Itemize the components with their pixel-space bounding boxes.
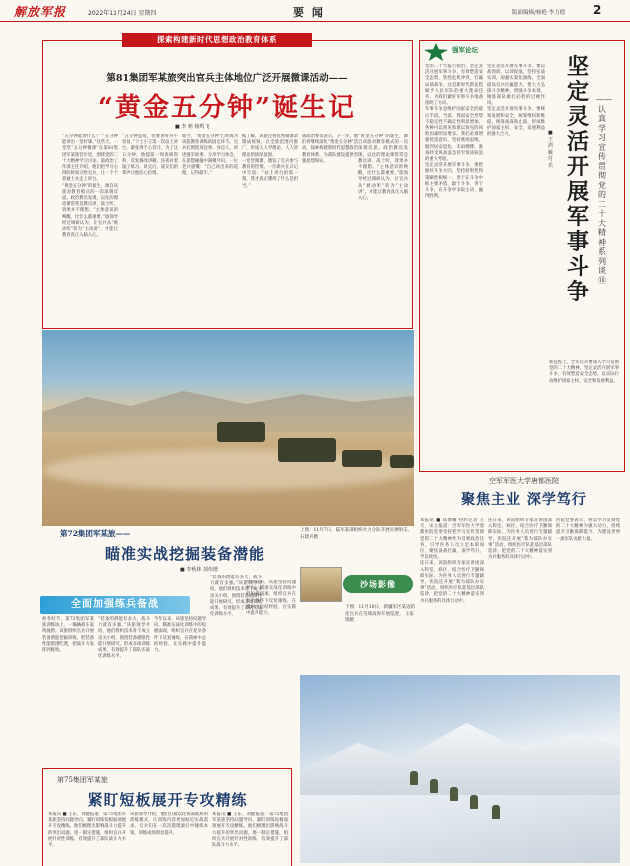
bottom-story-paragraph: 本报讯 ■ 王东、刘健报道：第75集团军某旅坚持问题导向，紧盯训练短板弱项展开专攻精练。他们梳理出影响战斗力提升的突出问题，逐一制定措施，组织官兵开展针对性训练，有效提升了部队战斗力水平。 <box>212 812 288 849</box>
commentary-paragraph: 坚定灵活开展军事斗争，要把握好斗争方向，坚持原则性和策略性相统一，善于在斗争中抓主要矛盾，敢于斗争、善于斗争，在斗争中争取主动、赢得胜利。 <box>425 163 483 200</box>
main-story-paragraph: 一堂堂微课，激发了官兵参与教育的热情。一位新兵在日记中写道：“站上讲台的那一刻，我才真正懂得了什么是担当。” <box>242 158 298 189</box>
lens-badge: 沙场影像 <box>343 575 413 593</box>
snow-patrol-photo <box>300 675 620 863</box>
armored-vehicle <box>390 455 414 468</box>
bottom-story-paragraph: 该旅领导介绍，他们打破以往按部就班的训练模式，让训练内容更加贴近实战需求。官兵们在一次次摸爬滚打中锤炼本领，训练成绩明显提升。 <box>130 812 208 836</box>
patrol-soldier <box>450 787 458 801</box>
main-story-column-6 <box>358 134 408 324</box>
left-story-byline: ■ 李秋林 刘伟增 <box>180 567 218 573</box>
main-story-paragraph: “黄金五分钟”的诞生，源自该旅对教育模式的一次深刻反思。政治教员发现，以往的理论课常常是教员讲、战士听，效果并不理想。“主体意识的唤醒，比什么都重要。”旅领导经过调研认为，让官兵从“被动听”转为“主动讲”，才能让教育真正入脑入心。 <box>358 134 408 202</box>
commentary-column-3 <box>549 360 619 468</box>
photo-snow-ridge <box>300 715 620 795</box>
commentary-title: 坚定灵活开展军事斗争 <box>566 54 589 305</box>
left-story-paragraph: 初冬时节，第72集团军某旅训练场上，一辆辆战车轰鸣驰骋。该旅组织官兵开展装备潜能挖掘训练，把装备性能摸透吃透，把战斗力发挥到极致。 <box>42 617 94 654</box>
bottom-story-column-1 <box>48 812 126 864</box>
commentary-paragraph: 党的二十大报告指出，坚定灵活开展军事斗争，有效塑造安全态势，管控危机冲突，打赢局部战争。这是新时代新征程赋予人民军队的重大使命任务，为我们做好军事斗争准备指明了方向。 <box>425 64 483 107</box>
right-story-column-3 <box>556 518 620 670</box>
left-story-kicker: 第72集团军某旅—— <box>60 529 131 538</box>
main-story-column-4 <box>242 134 298 324</box>
main-story-column-5 <box>302 134 358 324</box>
commentary-paragraph: 军事斗争是维护国家安全的最后手段。当前，我国安全形势不稳定性不确定性明显增加，各种可以预见和难以预见的风险因素明显增多。我们必须增强忧患意识，坚持底线思维，做到居安思危、未雨绸缪，准备经受风高浪急甚至惊涛骇浪的重大考验。 <box>425 107 483 163</box>
armored-vehicle <box>217 422 265 442</box>
commentary-subtitle: ——认真学习宣传贯彻党的二十大精神系列谈⑱ <box>596 95 612 285</box>
bottom-story-paragraph: 本报讯 ■ 王东、刘健报道：第75集团军某旅坚持问题导向，紧盯训练短板弱项展开专攻精练。他们梳理出影响战斗力提升的突出问题，逐一制定措施，组织官兵开展针对性训练，有效提升了部队战斗力水平。 <box>48 812 126 849</box>
main-story-byline: ■ 李 莉 杨鸣飞 <box>175 124 210 130</box>
armored-vehicle <box>342 450 382 467</box>
commentary-column-2 <box>487 64 545 469</box>
main-story-column-1 <box>62 134 118 324</box>
main-story-paragraph: “黄金五分钟”的诞生，源自该旅对教育模式的一次深刻反思。政治教员发现，以往的理论课常常是教员讲、战士听，效果并不理想。“主体意识的唤醒，比什么都重要。”旅领导经过调研认为，让官兵从“被动听”转为“主动讲”，才能让教育真正入脑入心。 <box>62 183 118 239</box>
patrol-soldier <box>430 779 438 793</box>
bottom-story-headline: 紧盯短板展开专攻精练 <box>87 791 248 809</box>
left-story-paragraph: “装备的潜能有多大，战斗力就有多强。”该旅领导介绍，他们组织技术骨干成立攻关小组，围绕装备极限性能开展研究，形成多项训练成果，有效提升了部队实战化训练水平。 <box>210 575 262 618</box>
left-story-headline: 瞄准实战挖掘装备潜能 <box>104 545 265 563</box>
training-campaign-badge: 全面加强练兵备战 <box>40 596 190 614</box>
main-story-paragraph: 旅政治委员表示，下一步，他们将继续深化“黄金五分钟”活动，探索构建新时代思想政治教育体系，为部队建设提供坚强思想保证。 <box>302 134 358 164</box>
left-story-paragraph: 今年以来，该旅坚持问题导向，瞄准实战化训练中的短板弱项，组织官兵在复杂条件下反复锤炼，在摸索中总结经验，在实践中提升能力。 <box>246 580 296 617</box>
main-story-kicker: 第81集团军某旅突出官兵主体地位广泛开展微课活动—— <box>106 73 348 84</box>
bottom-story-column-2 <box>130 812 208 864</box>
commentary-column-label: 强军论坛 <box>452 46 478 54</box>
left-story-paragraph: “装备的潜能有多大，战斗力就有多强。”该旅领导介绍，他们组织技术骨干成立攻关小组，围绕装备极限性能开展研究，形成多项训练成果，有效提升了部队实战化训练水平。 <box>98 617 150 660</box>
bottom-story-column-3 <box>212 812 288 864</box>
patrol-soldier <box>492 805 500 819</box>
main-story-paragraph: “五分钟虽短，但要讲好并不容易。”下士小王第一次站上讲台，紧张得手心冒汗。为了这五分钟，他提前一周查阅资料、反复修改讲稿，连夜对着镜子练习。讲完后，战友们的掌声让他信心倍增。 <box>122 134 178 177</box>
patrol-soldier <box>410 771 418 785</box>
left-story-column-3 <box>154 575 206 765</box>
main-story-paragraph: 据了解，该旅还将优秀微课录制成视频，在全旅范围内推广，形成人人学理论、人人讲理论的浓厚氛围。 <box>242 134 298 158</box>
main-story-column-2 <box>122 134 178 324</box>
page-editor: 版面编辑/杨艳 李力德 <box>512 10 566 16</box>
commentary-paragraph: 坚定灵活开展军事斗争，要统筹发展和安全，统筹维权和维稳，统筹备战和止战，形成维护国家主权、安全、发展利益的强大合力。 <box>487 107 545 138</box>
bottom-story-kicker: 第75集团军某旅 <box>57 776 108 784</box>
commentary-paragraph: 坚定灵活开展军事斗争，要以战领训、以训促战，坚持实战实训，加强实案化演练，全面提高官兵打赢能力。要大力弘扬斗争精神，增强斗争本领，锤炼部队敢打必胜的过硬作风。 <box>487 64 545 107</box>
commentary-column-1 <box>425 64 483 469</box>
right-story-column-2 <box>488 518 552 670</box>
patrol-soldier <box>470 795 478 809</box>
commentary-author: ■王鸿雁 付乐 <box>548 130 554 169</box>
left-story-column-2 <box>98 575 150 765</box>
armored-vehicles-photo <box>42 330 414 526</box>
right-story-paragraph: 医院党委表示，将以学习贯彻党的二十大精神为强大动力，持续提升卫勤保障能力，为建设世界一流军队贡献力量。 <box>556 518 620 542</box>
main-story-headline: “黄金五分钟”诞生记 <box>98 93 356 123</box>
small-field-photo <box>300 567 342 602</box>
main-story-banner: 探索构建新时代思想政治教育体系 <box>122 33 312 47</box>
right-story-headline: 聚焦主业 深学笃行 <box>461 492 587 508</box>
armored-vehicle <box>278 438 336 462</box>
left-story-column-5 <box>246 580 296 765</box>
masthead <box>0 0 630 22</box>
commentary-paragraph: 新征程上，全军官兵要深入学习贯彻党的二十大精神，坚定灵活开展军事斗争，有效塑造安全态势，以实际行动维护国家主权、安全和发展利益。 <box>549 360 619 384</box>
main-story-paragraph: “五分钟能讲什么？”“五分钟能讲出一堂好课。”这些天，一堂堂“五分钟微课”在第81集团军某旅营区里，围绕党的二十大精神学习讨论。旅政治工作部主任介绍，他们把学习心得的时间交给官兵，让一个个普通士兵走上讲台。 <box>62 134 118 183</box>
right-story-kicker: 空军军医大学唐都医院 <box>489 477 559 485</box>
right-story-paragraph: 本报讯 ■ 郑博耀 特约记者 王天、宋立报道：空军军医大学唐都医院党委坚持把学习宣传贯彻党的二十大精神作为首要政治任务，引导医务人员立足本职岗位，聚焦备战打赢，深学笃行、学以致用。 <box>420 518 484 561</box>
main-story-paragraph: 如今，“黄金五分钟”已经成为该旅教育训练的固定环节。官兵们围绕身边事、身边人，讲述强军故事、分享学习体会，在思想碰撞中凝聚共识。一位老兵感慨：“自己讲出来的道理，记得最牢。” <box>182 134 238 177</box>
page-number: 2 <box>593 3 602 17</box>
lens-caption-bottom: 下图：11月10日，新疆军区某边防连官兵在雪域高原开展巡逻。 王家锦摄 <box>345 605 415 623</box>
right-story-column-1 <box>420 518 484 670</box>
lens-caption-top: 上图：11月7日，陆军某部组织火力分队开展实弹射击。 石建兵摄 <box>300 528 413 540</box>
left-story-paragraph: 今年以来，该旅坚持问题导向，瞄准实战化训练中的短板弱项，组织官兵在复杂条件下反复锤炼，在摸索中总结经验，在实践中提升能力。 <box>154 617 206 654</box>
right-story-paragraph: 连日来，该院组织专家宣讲团深入科室、病区，结合医疗卫勤保障实际，为医务人员进行专题辅导。医院还开展“我为部队办实事”活动，组织医疗队赴基层部队巡诊，把党的二十大精神落实到为兵服务的具体行动中。 <box>488 518 552 561</box>
main-story-column-3 <box>182 134 238 324</box>
section-title: 要 闻 <box>293 6 325 19</box>
right-story-paragraph: 连日来，该院组织专家宣讲团深入科室、病区，结合医疗卫勤保障实际，为医务人员进行专题辅导。医院还开展“我为部队办实事”活动，组织医疗队赴基层部队巡诊，把党的二十大精神落实到为兵服务的具体行动中。 <box>420 561 484 604</box>
issue-date: 2022年11月24日 星期四 <box>88 10 157 17</box>
newspaper-logo: 解放军报 <box>14 5 67 19</box>
left-story-column-1 <box>42 575 94 765</box>
